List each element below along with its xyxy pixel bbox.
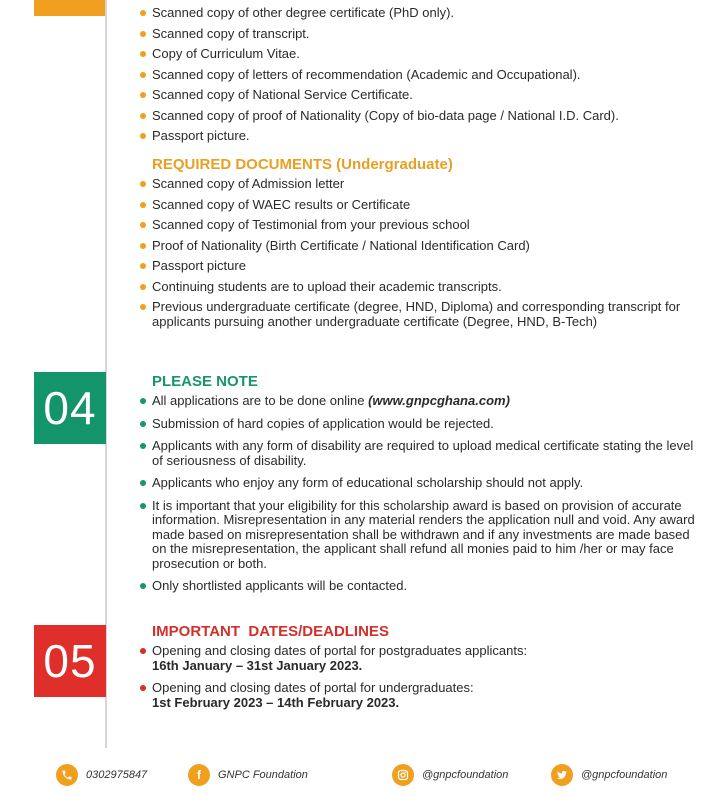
twitter-contact[interactable]	[551, 764, 667, 786]
please-note-list	[138, 394, 698, 594]
date-range: 1st February 2023 – 14th February 2023.	[152, 694, 400, 710]
list-item	[138, 394, 698, 409]
date-description: Opening and closing dates of portal for postgraduates applicants:	[152, 643, 528, 658]
list-item	[138, 644, 698, 673]
list-item: Applicants who enjoy any form of educational scholarship should not apply.	[138, 476, 698, 491]
postgraduate-documents-list	[138, 6, 698, 144]
important-dates-section	[138, 623, 698, 718]
section-number-badge: 04	[34, 372, 106, 444]
list-item: Scanned copy of transcript.	[138, 27, 698, 42]
list-item: Scanned copy of proof of Nationality (Copy of bio-data page / National I.D. Card).	[138, 109, 698, 124]
twitter-icon	[551, 764, 573, 786]
list-item: Scanned copy of Testimonial from your previous school	[138, 218, 698, 233]
section-number-badge: 05	[34, 625, 106, 697]
section-tab-marker	[34, 0, 106, 16]
list-item: Submission of hard copies of application would be rejected.	[138, 417, 698, 432]
list-item: Continuing students are to upload their academic transcripts.	[138, 280, 698, 295]
facebook-contact[interactable]	[188, 764, 308, 786]
list-item: Passport picture	[138, 259, 698, 274]
please-note-section	[138, 373, 698, 602]
twitter-handle: @gnpcfoundation	[581, 769, 668, 781]
list-item: Scanned copy of letters of recommendation (Academic and Occupational).	[138, 68, 698, 83]
dates-list	[138, 644, 698, 710]
date-range: 16th January – 31st January 2023.	[152, 657, 363, 673]
postgraduate-documents-section	[138, 6, 698, 150]
section-heading: REQUIRED DOCUMENTS (Undergraduate)	[152, 156, 453, 173]
section-heading: PLEASE NOTE	[152, 373, 258, 390]
instagram-handle: @gnpcfoundation	[422, 769, 509, 781]
list-item: Scanned copy of Admission letter	[138, 177, 698, 192]
list-item: Applicants with any form of disability are required to upload medical certificate stating the level of seriousness of disability.	[138, 439, 698, 468]
section-heading: IMPORTANT DATES/DEADLINES	[152, 623, 389, 640]
list-item: Passport picture.	[138, 129, 698, 144]
list-item: Only shortlisted applicants will be contacted.	[138, 579, 698, 594]
list-item: Copy of Curriculum Vitae.	[138, 47, 698, 62]
list-item: Scanned copy of WAEC results or Certificate	[138, 198, 698, 213]
list-item: Scanned copy of National Service Certificate.	[138, 88, 698, 103]
list-item	[138, 681, 698, 710]
facebook-handle: GNPC Foundation	[218, 769, 308, 781]
facebook-icon: f	[188, 764, 210, 786]
undergraduate-documents-section	[138, 156, 698, 335]
list-item: It is important that your eligibility for this scholarship award is based on provision of accurate information. Misrepresentation in any material renders the application null and void. Any award made based on misrepresentation shall be withdrawn and if any investments are made based on the misrepresentation, the applicant shall refund all monies paid to him /her or may face prosecution or both.	[138, 499, 698, 572]
list-item: Previous undergraduate certificate (degree, HND, Diploma) and corresponding transcript for applicants pursuing another undergraduate certificate (Degree, HND, B-Tech)	[138, 300, 698, 329]
date-description: Opening and closing dates of portal for undergraduates:	[152, 680, 474, 695]
note-text: All applications are to be done online	[152, 393, 369, 408]
contact-footer	[0, 758, 720, 792]
undergraduate-documents-list	[138, 177, 698, 329]
instagram-icon	[392, 764, 414, 786]
list-item: Proof of Nationality (Birth Certificate / National Identification Card)	[138, 239, 698, 254]
phone-icon	[56, 764, 78, 786]
instagram-contact[interactable]	[392, 764, 508, 786]
phone-contact[interactable]	[56, 764, 147, 786]
phone-number: 0302975847	[86, 769, 148, 781]
list-item: Scanned copy of other degree certificate (PhD only).	[138, 6, 698, 21]
website-link[interactable]: (www.gnpcghana.com)	[368, 393, 510, 408]
